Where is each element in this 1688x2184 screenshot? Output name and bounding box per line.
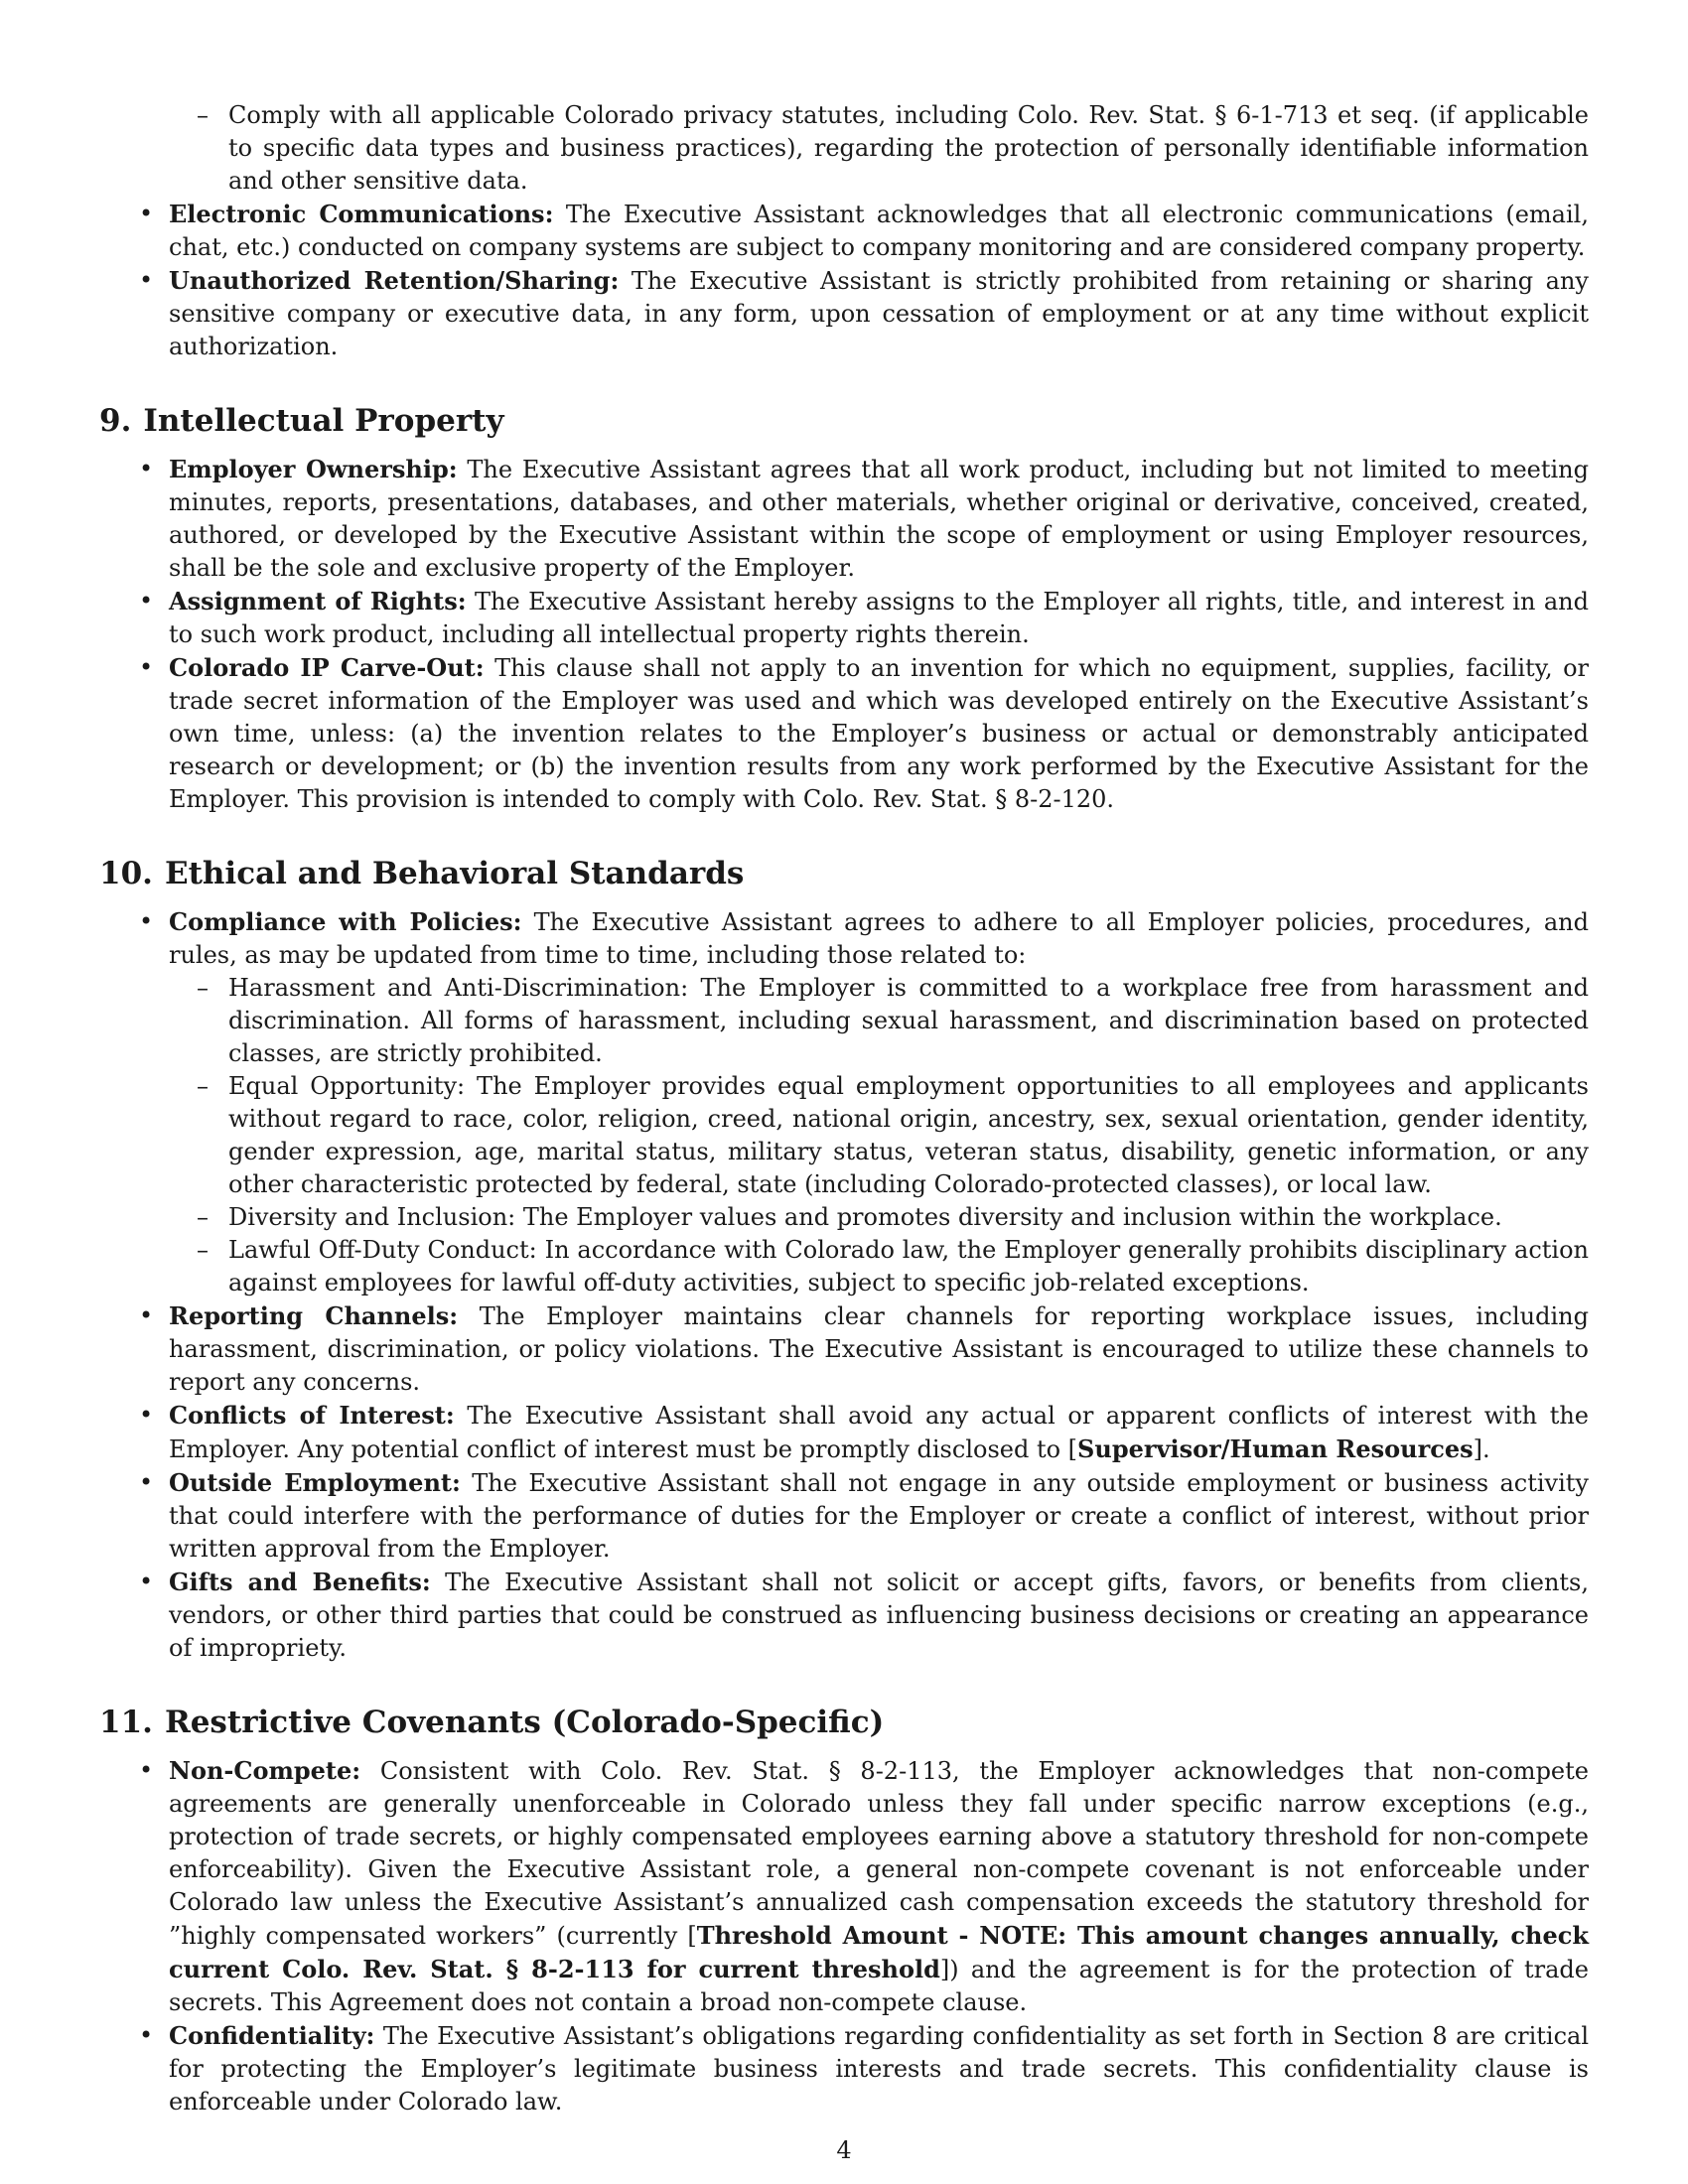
item-text: The Executive Assistant agrees that all work product, including but not limited to meeting minutes, reports, presentations, databases, and other materials, whether original or derivative, conceived, created, authored, or developed by the Executive Assistant within the scope of employment or using Employer resources, shall be the sole and exclusive property of the Employer.: [169, 456, 1589, 582]
item-text: The Executive Assistant shall not engage in any outside employment or business activity that could interfere with the performance of duties for the Employer or create a conflict of interest, without prior written approval from the Employer.: [169, 1469, 1589, 1563]
bullet-marker: •: [139, 1468, 154, 1496]
list-item: [99, 905, 1589, 972]
item-label: Compliance with Policies:: [169, 907, 522, 936]
bullet-marker: •: [139, 200, 154, 227]
section-heading: [99, 854, 1589, 893]
item-label: Conflicts of Interest:: [169, 1401, 455, 1430]
bullet-marker: •: [139, 1401, 154, 1429]
sub-list-item: [99, 99, 1589, 198]
bullet-marker: •: [139, 1756, 154, 1784]
list-item: [99, 1299, 1589, 1399]
item-text-tail: ].: [1473, 1435, 1490, 1463]
dash-marker: –: [197, 101, 209, 129]
item-text: The Executive Assistant agrees to adhere to all Employer policies, procedures, and rules, as may be updated from time to time, including those related to:: [169, 908, 1589, 969]
section-list: [99, 905, 1589, 1665]
item-label: Colorado IP Carve-Out:: [169, 653, 485, 682]
list-item: [99, 453, 1589, 585]
item-text: The Executive Assistant shall not solicit or accept gifts, favors, or benefits from clients, vendors, or other third parties that could be construed as influencing business decisions or creating an appearance of impropriety.: [169, 1569, 1589, 1662]
dash-marker: –: [197, 974, 209, 1002]
item-text: Harassment and Anti-Discrimination: The Employer is committed to a workplace free from harassment and discrimination. All forms of harassment, including sexual harassment, and discrimination based on protected classes, are strictly prohibited.: [228, 974, 1589, 1067]
item-text: This clause shall not apply to an invention for which no equipment, supplies, facility, or trade secret information of the Employer was used and which was developed entirely on the Executive Assistant’s own time, unless: (a) the invention relates to the Employer’s business or actual or demonstrably anticipated research or development; or (b) the invention results from any work performed by the Executive Assistant for the Employer. This provision is intended to comply with Colo. Rev. Stat. § 8-2-120.: [169, 654, 1590, 813]
item-label: Employer Ownership:: [169, 455, 458, 483]
item-placeholder: Threshold Amount - NOTE: This amount changes annually, check current Colo. Rev. Stat. § 8-2-113 for current threshold: [169, 1921, 1589, 1983]
page-number: 4: [836, 2136, 852, 2164]
section-title: Restrictive Covenants (Colorado-Specific): [164, 1705, 885, 1740]
section: [99, 854, 1589, 1665]
sub-list-item: [99, 1234, 1589, 1299]
item-label: Unauthorized Retention/Sharing:: [169, 266, 620, 295]
list-item: [99, 198, 1589, 264]
sub-list-item: [99, 1070, 1589, 1201]
item-text: The Executive Assistant acknowledges that all electronic communications (email, chat, etc.) conducted on company systems are subject to company monitoring and are considered company property.: [169, 201, 1589, 261]
item-label: Non-Compete:: [169, 1756, 361, 1785]
list-item: [99, 1566, 1589, 1665]
item-text: The Employer maintains clear channels for reporting workplace issues, including harassment, discrimination, or policy violations. The Executive Assistant is encouraged to utilize these channels to report any concerns.: [169, 1302, 1589, 1396]
item-label: Gifts and Benefits:: [169, 1568, 431, 1596]
item-text: Consistent with Colo. Rev. Stat. § 8-2-113, the Employer acknowledges that non-compete agreements are generally unenforceable in Colorado unless they fall under specific narrow exceptions (e.g., protection of trade secrets, or highly compensated employees earning above a statutory threshold for non-compete enforceability). Given the Executive Assistant role, a general non-compete covenant is not enforceable under Colorado law unless the Executive Assistant’s annualized cash compensation exceeds the statutory threshold for ”highly compensated workers” (currently [: [169, 1757, 1589, 1950]
intro-list: [99, 99, 1589, 363]
bullet-marker: •: [139, 455, 154, 482]
list-item: [99, 1466, 1589, 1566]
section-list: [99, 1754, 1589, 2118]
bullet-marker: •: [139, 587, 154, 614]
sections-container: [99, 401, 1589, 2118]
list-item: [99, 585, 1589, 651]
item-label: Confidentiality:: [169, 2021, 375, 2050]
section-number: 10.: [99, 856, 153, 891]
list-item: [99, 2019, 1589, 2118]
page-content: [99, 99, 1589, 2118]
item-label: Assignment of Rights:: [169, 587, 467, 615]
item-text: Diversity and Inclusion: The Employer values and promotes diversity and inclusion within the workplace.: [228, 1203, 1502, 1231]
item-text: Lawful Off-Duty Conduct: In accordance with Colorado law, the Employer generally prohibits disciplinary action against employees for lawful off-duty activities, subject to specific job-related exceptions.: [228, 1236, 1589, 1297]
section-title: Ethical and Behavioral Standards: [164, 856, 745, 891]
item-placeholder: Supervisor/Human Resources: [1077, 1434, 1474, 1463]
item-label: Electronic Communications:: [169, 200, 554, 228]
section-heading: [99, 401, 1589, 441]
dash-marker: –: [197, 1236, 209, 1264]
section-heading: [99, 1703, 1589, 1742]
bullet-marker: •: [139, 2021, 154, 2049]
sub-list-item: [99, 972, 1589, 1070]
section: [99, 1703, 1589, 2118]
list-item: [99, 264, 1589, 363]
list-item: [99, 651, 1589, 816]
item-text-tail: ]) and the agreement is for the protection of trade secrets. This Agreement does not contain a broad non-compete clause.: [169, 1956, 1589, 2016]
item-label: Reporting Channels:: [169, 1301, 459, 1330]
dash-marker: –: [197, 1072, 209, 1100]
item-text: Equal Opportunity: The Employer provides equal employment opportunities to all employees and applicants without regard to race, color, religion, creed, national origin, ancestry, sex, sexual orientation, gender identity, gender expression, age, marital status, military status, veteran status, disability, genetic information, or any other characteristic protected by federal, state (including Colorado-protected classes), or local law.: [228, 1072, 1589, 1198]
item-text: The Executive Assistant hereby assigns to the Employer all rights, title, and interest in and to such work product, including all intellectual property rights therein.: [169, 588, 1589, 648]
sub-list-item: [99, 1201, 1589, 1234]
item-text: The Executive Assistant is strictly prohibited from retaining or sharing any sensitive company or executive data, in any form, upon cessation of employment or at any time without explicit authorization.: [169, 267, 1589, 360]
list-item: [99, 1399, 1589, 1466]
item-text: The Executive Assistant shall avoid any actual or apparent conflicts of interest with the Employer. Any potential conflict of interest must be promptly disclosed to [: [169, 1402, 1590, 1463]
section: [99, 401, 1589, 816]
section-title: Intellectual Property: [143, 403, 504, 439]
bullet-marker: •: [139, 907, 154, 935]
list-item: [99, 1754, 1589, 2019]
section-list: [99, 453, 1589, 816]
bullet-marker: •: [139, 1301, 154, 1329]
section-number: 11.: [99, 1705, 153, 1740]
item-label: Outside Employment:: [169, 1468, 461, 1497]
dash-marker: –: [197, 1203, 209, 1231]
item-text: Comply with all applicable Colorado privacy statutes, including Colo. Rev. Stat. § 6-1-713 et seq. (if applicable to specific data types and business practices), regarding the protection of personally identifiable information and other sensitive data.: [228, 101, 1589, 195]
section-number: 9.: [99, 403, 132, 439]
bullet-marker: •: [139, 1568, 154, 1595]
item-text: The Executive Assistant’s obligations regarding confidentiality as set forth in Section 8 are critical for protecting the Employer’s legitimate business interests and trade secrets. This confidentiality clause is enforceable under Colorado law.: [169, 2022, 1589, 2116]
bullet-marker: •: [139, 266, 154, 294]
bullet-marker: •: [139, 653, 154, 681]
